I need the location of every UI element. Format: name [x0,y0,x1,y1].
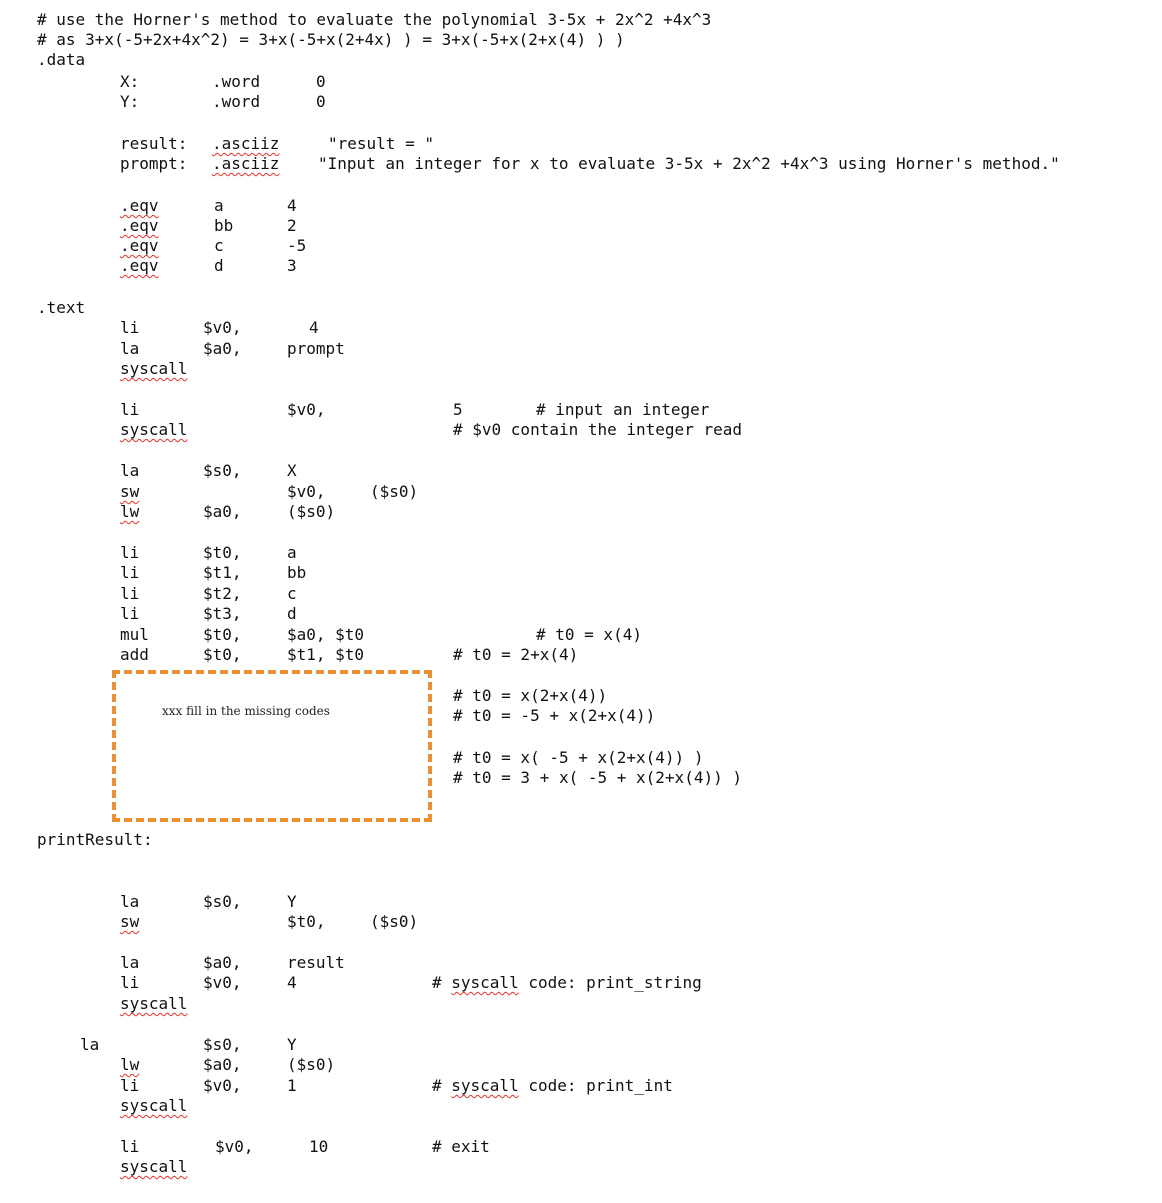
code-register: $v0, [287,400,326,419]
data-value: "Input an integer for x to evaluate 3-5x + 2x^2 +4x^3 using Horner's method." [318,154,1060,173]
code-operand: Y [287,892,297,911]
code-comment: # t0 = x( -5 + x(2+x(4)) ) [453,748,704,767]
code-mnemonic: la [120,461,140,480]
eqv-name: bb [214,216,234,235]
code-comment: # input an integer [536,400,710,419]
code-register: $a0, [203,953,242,972]
code-mnemonic: la [120,339,140,358]
code-operand: ($s0) [287,1055,336,1074]
code-operand: 1 [287,1076,297,1095]
data-label: Y: [120,92,140,111]
data-value: "result = " [328,134,434,153]
code-mnemonic: lw [120,502,140,521]
code-register: $t0, [203,645,242,664]
eqv-value: 2 [287,216,297,235]
header-comment: # use the Horner's method to evaluate the polynomial 3-5x + 2x^2 +4x^3 [37,10,712,29]
code-register: $v0, [203,973,242,992]
code-mnemonic: li [120,1137,140,1156]
data-value: 0 [316,72,326,91]
code-mnemonic: li [120,563,140,582]
eqv-directive: .eqv [120,236,159,255]
text-directive: .text [37,298,86,317]
data-type: .word [212,72,261,91]
code-mnemonic: lw [120,1055,140,1074]
missing-code-box [112,670,432,822]
eqv-name: a [214,196,224,215]
code-operand: $t1, $t0 [287,645,365,664]
code-mnemonic: sw [120,482,140,501]
code-register: $v0, [203,318,242,337]
data-label: prompt: [120,154,188,173]
syscall-word: syscall [451,1076,519,1095]
code-mnemonic: li [120,604,140,623]
print-result-label: printResult: [37,830,153,849]
code-register: $t0, [287,912,326,931]
data-type: .asciiz [212,134,280,153]
header-comment: # as 3+x(-5+2x+4x^2) = 3+x(-5+x(2+4x) ) = 3+x(-5+x(2+x(4) ) ) [37,30,625,49]
code-mnemonic: syscall [120,359,188,378]
data-type: .asciiz [212,154,280,173]
code-mnemonic: li [120,973,140,992]
code-mnemonic: sw [120,912,140,931]
code-comment: # t0 = x(2+x(4)) [453,686,608,705]
code-comment: # $v0 contain the integer read [453,420,742,439]
code-mnemonic: la [120,892,140,911]
code-mnemonic: li [120,584,140,603]
eqv-name: c [214,236,224,255]
code-operand: d [287,604,297,623]
code-mnemonic: add [120,645,149,664]
eqv-name: d [214,256,224,275]
code-mnemonic: li [120,400,140,419]
data-value: 0 [316,92,326,111]
code-operand: 10 [309,1137,329,1156]
code-comment: # exit [432,1137,490,1156]
code-operand: 4 [309,318,319,337]
code-register: $s0, [203,892,242,911]
eqv-value: -5 [287,236,307,255]
code-comment: # t0 = 3 + x( -5 + x(2+x(4)) ) [453,768,742,787]
code-comment-text: code: print_string [518,973,702,992]
code-mnemonic: la [120,953,140,972]
code-register: $s0, [203,461,242,480]
data-type: .word [212,92,261,111]
code-operand: 5 [453,400,463,419]
code-operand: 4 [287,973,297,992]
code-operand: $a0, $t0 [287,625,365,644]
code-comment: # t0 = -5 + x(2+x(4)) [453,706,656,725]
eqv-directive: .eqv [120,256,159,275]
code-operand: ($s0) [370,912,419,931]
code-register: $a0, [203,502,242,521]
code-register: $t0, [203,543,242,562]
missing-code-note: xxx fill in the missing codes [162,704,330,718]
code-mnemonic: syscall [120,994,188,1013]
data-label: X: [120,72,140,91]
code-comment [432,1076,673,1096]
code-register: $t1, [203,563,242,582]
data-label: result: [120,134,188,153]
code-operand: c [287,584,297,603]
code-mnemonic: syscall [120,1157,188,1176]
code-mnemonic: li [120,543,140,562]
code-operand: a [287,543,297,562]
code-register: $t3, [203,604,242,623]
code-comment-text: code: print_int [518,1076,673,1095]
code-register: $v0, [203,1076,242,1095]
eqv-value: 3 [287,256,297,275]
syscall-word: syscall [451,973,519,992]
code-operand: result [287,953,345,972]
code-operand: ($s0) [370,482,419,501]
code-comment: # t0 = x(4) [536,625,642,644]
code-register: $v0, [215,1137,254,1156]
code-mnemonic: mul [120,625,149,644]
code-mnemonic: syscall [120,1096,188,1115]
code-register: $a0, [203,339,242,358]
code-operand: ($s0) [287,502,336,521]
code-operand: X [287,461,297,480]
code-comment [432,973,702,993]
code-operand: prompt [287,339,345,358]
code-register: $t0, [203,625,242,644]
code-mnemonic: syscall [120,420,188,439]
code-mnemonic: la [80,1035,100,1054]
code-register: $s0, [203,1035,242,1054]
code-register: $t2, [203,584,242,603]
code-register: $v0, [287,482,326,501]
code-register: $a0, [203,1055,242,1074]
code-comment-syscall: # syscall [432,1076,519,1095]
code-comment-syscall: # syscall [432,973,519,992]
code-mnemonic: li [120,318,140,337]
eqv-value: 4 [287,196,297,215]
code-operand: bb [287,563,307,582]
eqv-directive: .eqv [120,196,159,215]
code-comment: # t0 = 2+x(4) [453,645,579,664]
eqv-directive: .eqv [120,216,159,235]
code-mnemonic: li [120,1076,140,1095]
data-directive: .data [37,50,86,69]
code-operand: Y [287,1035,297,1054]
